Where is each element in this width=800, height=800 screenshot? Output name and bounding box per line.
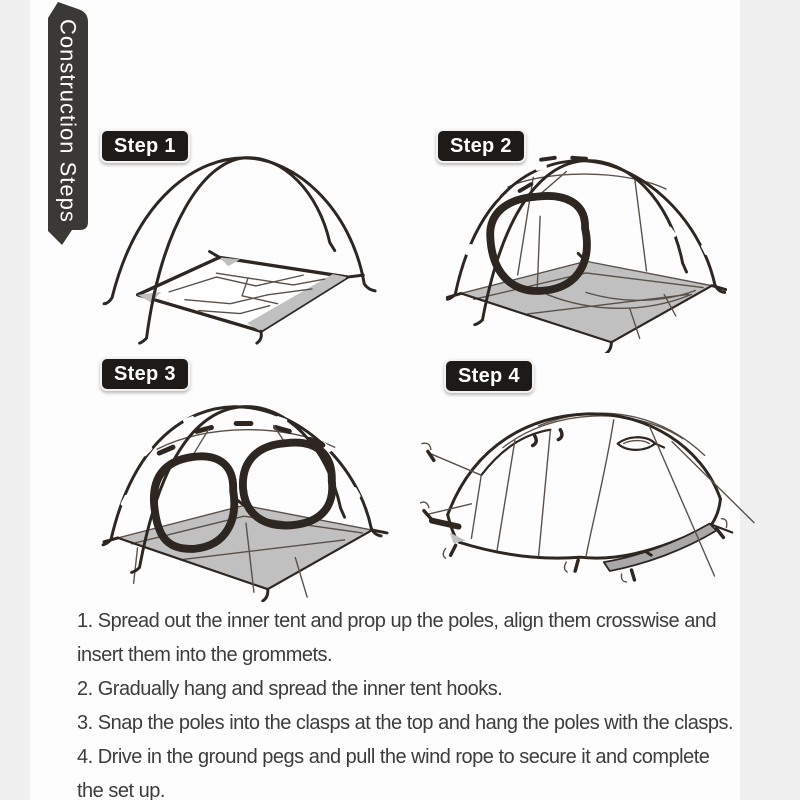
step-3-illustration	[98, 390, 394, 602]
step-1-illustration	[100, 148, 396, 350]
ribbon-label: Construction Steps	[55, 19, 81, 223]
instruction-line: the set up.	[77, 780, 165, 800]
step-1-badge: Step 1	[100, 129, 190, 163]
step-4-badge: Step 4	[444, 359, 534, 393]
instructions-list	[77, 604, 783, 800]
instruction-line: 3. Snap the poles into the clasps at the top and hang the poles with the clasps.	[77, 712, 734, 734]
construction-steps-ribbon	[0, 0, 110, 260]
instruction-line: 2. Gradually hang and spread the inner tent hooks.	[77, 678, 503, 700]
instruction-line: insert them into the grommets.	[77, 644, 333, 666]
step-4-illustration	[420, 392, 756, 590]
step-2-badge: Step 2	[436, 129, 526, 163]
step-3-badge: Step 3	[100, 357, 190, 391]
step-2-illustration	[436, 148, 736, 353]
instruction-line: 1. Spread out the inner tent and prop up the poles, align them crosswise and	[77, 610, 717, 632]
instruction-line: 4. Drive in the ground pegs and pull the wind rope to secure it and complete	[77, 746, 710, 768]
